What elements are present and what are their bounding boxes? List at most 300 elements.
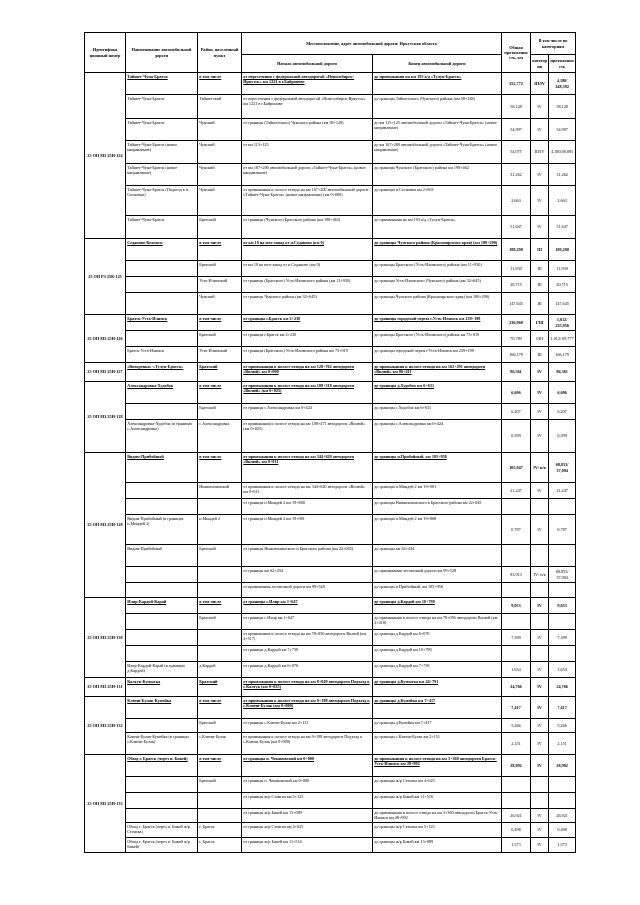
district-cell: с.Александровка bbox=[198, 420, 242, 453]
category-cell: IV bbox=[531, 420, 549, 453]
road-register-page bbox=[84, 32, 576, 853]
start-cell: от границы п.Миндей 2 км 19+868 bbox=[242, 499, 373, 515]
category-cell: IV bbox=[531, 733, 549, 755]
category-cell bbox=[531, 499, 549, 515]
category-length-cell: 86,361 bbox=[549, 363, 576, 382]
end-cell: до границы ж/р Бикей км 11+516 bbox=[373, 793, 502, 809]
end-cell: до границы д.Кумытка км 24+791 bbox=[373, 678, 502, 697]
end-cell: до границы Братского (Усть-Илимского) района (км 11+930) bbox=[373, 261, 502, 277]
district-cell bbox=[198, 499, 242, 515]
road-name-cell bbox=[126, 277, 198, 293]
category-cell: IV bbox=[531, 382, 549, 404]
category-cell: IV bbox=[531, 164, 549, 186]
category-length-cell: 1,012/ 235,956 bbox=[549, 315, 576, 331]
total-length-cell bbox=[502, 583, 531, 598]
road-name-cell: Обход г. Братск (через п. Бикей ж/р Стенгка) bbox=[126, 823, 198, 838]
road-name-cell: Тайшет-Чуна-Братск (новое направление) bbox=[126, 164, 198, 186]
end-cell: до границы км 62+434 bbox=[373, 545, 502, 567]
end-cell: до границы п.Сосновка км 2+663 bbox=[373, 186, 502, 216]
start-cell: от границы ж/р Бикей км 11+516 bbox=[242, 838, 373, 853]
total-length-cell: 58,128 bbox=[502, 95, 531, 119]
table-body bbox=[85, 73, 576, 853]
category-length-cell: 68,853/ 37,094 bbox=[549, 567, 576, 583]
road-id-cell: 25 ОП МЗ 25Н-130 bbox=[85, 598, 126, 678]
category-length-cell: 28,992 bbox=[549, 755, 576, 777]
start-cell: от км 167+200 автомобильной дороги «Тайшет-Чуна-Братск» (новое направление) bbox=[242, 164, 373, 186]
road-name-cell: «Вихоревка»-«Тулун-Братск» bbox=[126, 363, 198, 382]
total-length-cell: 9,053 bbox=[502, 598, 531, 614]
header-end: Конец автомобильной дороги bbox=[373, 55, 502, 73]
category-length-cell: 2,663 bbox=[549, 186, 576, 216]
category-length-cell: 1,654 bbox=[549, 662, 576, 678]
start-cell: от примыкания к полосе отвода на км 128+762 автодороги «Вилюй» км 0+000 bbox=[242, 363, 373, 382]
district-cell: Чунский bbox=[198, 293, 242, 315]
start-cell: от пересечения с федеральной автодорогой «Новосибирск-Иркутск» км 1221 в г.Байронове bbox=[242, 95, 373, 119]
start-cell: от границы д.Кардой км 6+076 bbox=[242, 662, 373, 678]
category-cell: IV bbox=[531, 515, 549, 545]
total-length-cell: 0,399 bbox=[502, 420, 531, 453]
total-length-cell: 166,179 bbox=[502, 347, 531, 363]
total-length-cell: 54,075 bbox=[502, 141, 531, 164]
district-cell: Чунский bbox=[198, 164, 242, 186]
road-name-cell bbox=[126, 293, 198, 315]
header-location: Местоположение, адрес автомобильной дороги: Иркутская область bbox=[242, 33, 502, 55]
table-row bbox=[85, 363, 576, 382]
road-name-cell: Тайшет-Чуна-Братск (новое направление) bbox=[126, 141, 198, 164]
total-length-cell: 0,787 bbox=[502, 515, 531, 545]
district-cell: Братский bbox=[198, 404, 242, 420]
category-cell bbox=[531, 583, 549, 598]
start-cell: от границы с.Илир км 1+647 bbox=[242, 614, 373, 630]
start-cell: от км 113+125 bbox=[242, 141, 373, 164]
end-cell: до границы ж/р Стенгка км 5+123 bbox=[373, 823, 502, 838]
category-length-cell: 54,997 bbox=[549, 119, 576, 141]
category-length-cell bbox=[549, 646, 576, 662]
road-id-cell: 25 ОП МЗ 25Н-126 bbox=[85, 315, 126, 363]
end-cell: до границы городской черты г.Усть-Илимск км 239+198 bbox=[373, 347, 502, 363]
category-length-cell: 21,247 bbox=[549, 483, 576, 499]
category-cell: IV bbox=[531, 755, 549, 777]
category-cell: IV bbox=[531, 838, 549, 853]
end-cell: до границы Чунского района (Красноярского края) (км 180+290) bbox=[373, 293, 502, 315]
district-cell bbox=[198, 809, 242, 823]
road-name-cell bbox=[126, 777, 198, 793]
start-cell: от примыкания лесовозной дороги км 99+528 bbox=[242, 583, 373, 598]
table-row bbox=[85, 95, 576, 119]
district-cell: в том числе bbox=[198, 697, 242, 719]
end-cell: до границы д.Кардой км 10+799 bbox=[373, 598, 502, 614]
end-cell: до границы д.Кардой км 6+076 bbox=[373, 630, 502, 646]
category-cell bbox=[531, 793, 549, 809]
road-name-cell: Калтук-Кумытка bbox=[126, 678, 198, 697]
category-cell: IV bbox=[531, 697, 549, 719]
total-length-cell: 1,654 bbox=[502, 662, 531, 678]
road-id-cell: 25 ОП МЗ 25Н-132 bbox=[85, 697, 126, 755]
category-length-cell bbox=[549, 614, 576, 630]
district-cell: в том числе bbox=[198, 239, 242, 261]
total-length-cell: 2,663 bbox=[502, 186, 531, 216]
road-name-cell: Александровка-Худобок bbox=[126, 382, 198, 404]
category-cell: IV bbox=[531, 823, 549, 838]
total-length-cell bbox=[502, 614, 531, 630]
header-id: Идентифика ционный номер bbox=[85, 33, 126, 73]
end-cell: до границы д.Кумейка км 7+417 bbox=[373, 697, 502, 719]
total-length-cell: 11,930 bbox=[502, 261, 531, 277]
end-cell: до примыкания на км 193 а/д «Тулун-Братск» bbox=[373, 216, 502, 239]
table-row bbox=[85, 239, 576, 261]
table-row bbox=[85, 293, 576, 315]
road-name-cell: Тайшет-Чуна-Братск bbox=[126, 95, 198, 119]
district-cell: в том числе bbox=[198, 73, 242, 95]
category-length-cell: 147,645 bbox=[549, 293, 576, 315]
end-cell: до км 167+200 автомобильной дороги «Тайшет-Чуна-Братск» (новое направление) bbox=[373, 141, 502, 164]
category-length-cell: 7,417 bbox=[549, 697, 576, 719]
start-cell: от примыкания к полосе отвода на км 9+198 автодороги Подъезд к с.Ключи-Булак (км 0+000) bbox=[242, 697, 373, 719]
end-cell: до границы с.Ключи-Булак км 2+151 bbox=[373, 733, 502, 755]
end-cell: до примыкания к полосе отвода на км 3+360 автодороги Братск-Усть-Илимск км 28+992 bbox=[373, 809, 502, 823]
table-row bbox=[85, 141, 576, 164]
district-cell: Братский bbox=[198, 777, 242, 793]
road-id-cell: 25 ОП МЗ 25Н-131 bbox=[85, 678, 126, 697]
road-id-cell: 25 ОП МЗ 25Н-124 bbox=[85, 73, 126, 239]
start-cell: от примыкания к полосе отвода на км 108+318 автодороги «Вилюй» (км 0+025) bbox=[242, 382, 373, 404]
road-name-cell: Обход г. Братск (через п. Бикей) bbox=[126, 755, 198, 777]
category-cell: IV bbox=[531, 186, 549, 216]
category-cell: III/IV bbox=[531, 141, 549, 164]
category-length-cell bbox=[549, 583, 576, 598]
table-row bbox=[85, 186, 576, 216]
total-length-cell: 26,921 bbox=[502, 809, 531, 823]
category-length-cell bbox=[549, 777, 576, 793]
category-length-cell: 11,930 bbox=[549, 261, 576, 277]
table-row bbox=[85, 583, 576, 598]
total-length-cell: 31,262 bbox=[502, 164, 531, 186]
road-name-cell: Тайшет-Чуна-Братск (Подъезд к п. Сосновка) bbox=[126, 186, 198, 216]
table-row bbox=[85, 733, 576, 755]
total-length-cell: 2,151 bbox=[502, 733, 531, 755]
road-name-cell: Илир-Кардой-Карай (в границах д.Кардой) bbox=[126, 662, 198, 678]
district-cell: Братский bbox=[198, 545, 242, 567]
total-length-cell bbox=[502, 499, 531, 515]
table-row bbox=[85, 404, 576, 420]
start-cell: от границы ж/р Стенгка км 5+123 bbox=[242, 793, 373, 809]
total-length-cell: 236,968 bbox=[502, 315, 531, 331]
category-cell: III bbox=[531, 261, 549, 277]
total-length-cell: 0,498 bbox=[502, 823, 531, 838]
table-row bbox=[85, 755, 576, 777]
start-cell: от примыкания к полосе отвода на км 344+620 автодороги «Вилюй» км 0+011 bbox=[242, 453, 373, 483]
table-row bbox=[85, 119, 576, 141]
district-cell: Братский bbox=[198, 614, 242, 630]
road-name-cell bbox=[126, 331, 198, 347]
road-name-cell bbox=[126, 261, 198, 277]
road-name-cell: Тайшет-Чуна-Братск bbox=[126, 216, 198, 239]
district-cell: п.Миндей 2 bbox=[198, 515, 242, 545]
table-row bbox=[85, 382, 576, 404]
table-row bbox=[85, 315, 576, 331]
total-length-cell: 24,766 bbox=[502, 678, 531, 697]
start-cell: от примыкания к полосе отвода на км 8+049 автодороги Подъезд к с.Калтук (км 0+025) bbox=[242, 678, 373, 697]
district-cell bbox=[198, 583, 242, 598]
total-length-cell bbox=[502, 646, 531, 662]
category-cell: IV bbox=[531, 678, 549, 697]
total-length-cell: 7,399 bbox=[502, 630, 531, 646]
road-name-cell bbox=[126, 404, 198, 420]
category-cell bbox=[531, 777, 549, 793]
table-row bbox=[85, 545, 576, 567]
start-cell: от примыкания к полосе отвода на км 344+620 автодороги «Вилюй» км 0+011 bbox=[242, 483, 373, 499]
end-cell: до примыкания к полосе отвода на км 78+056 автодороги Вилюй (км 2+418) bbox=[373, 614, 502, 630]
end-cell: до границы с.Худобок км 6+631 bbox=[373, 404, 502, 420]
end-cell: до границы п.Прибойный, км 105+958 bbox=[373, 453, 502, 483]
road-name-cell: Братск-Усть-Илимск bbox=[126, 347, 198, 363]
end-cell: до границы д.Кардой км 10+799 bbox=[373, 646, 502, 662]
total-length-cell bbox=[502, 777, 531, 793]
start-cell: от границы п. Чекановский км 0+000 bbox=[242, 777, 373, 793]
category-cell: IV/ п/к bbox=[531, 453, 549, 483]
category-cell bbox=[531, 646, 549, 662]
road-id-cell: 25 ОП МЗ 25Н-128 bbox=[85, 382, 126, 453]
category-length-cell: 31,262 bbox=[549, 164, 576, 186]
start-cell: от границы г.Братск км 2+230 bbox=[242, 315, 373, 331]
district-cell: Братский bbox=[198, 261, 242, 277]
road-name-cell bbox=[126, 793, 198, 809]
district-cell: в том числе bbox=[198, 453, 242, 483]
start-cell: от границы Нижнеилимского и Братского района (км 22+045) bbox=[242, 545, 373, 567]
category-cell: IV bbox=[531, 95, 549, 119]
category-cell: IV bbox=[531, 809, 549, 823]
start-cell: от границы (Братского) Усть-Илимского района (км 11+930) bbox=[242, 277, 373, 293]
district-cell bbox=[198, 793, 242, 809]
start-cell: от границы п.Миндей 2 км 19+081 bbox=[242, 515, 373, 545]
district-cell: Братский bbox=[198, 216, 242, 239]
header-name: Наименование автомобильной дороги bbox=[126, 33, 198, 73]
end-cell: до примыкания лесовозной дороги км 99+528 bbox=[373, 567, 502, 583]
end-cell: до примыкания к полосе отвода на км 3+360 автодороги Братск-Усть-Илимск км 28+992 bbox=[373, 755, 502, 777]
road-name-cell bbox=[126, 614, 198, 630]
road-name-cell bbox=[126, 719, 198, 733]
district-cell: Нижнеилимский bbox=[198, 483, 242, 499]
table-row bbox=[85, 630, 576, 646]
category-length-cell: 24,766 bbox=[549, 678, 576, 697]
end-cell: до границы Чунского (Братского) района км 198+462 bbox=[373, 164, 502, 186]
road-name-cell bbox=[126, 809, 198, 823]
district-cell: в том числе bbox=[198, 598, 242, 614]
district-cell bbox=[198, 630, 242, 646]
category-cell bbox=[531, 614, 549, 630]
category-cell: I/III bbox=[531, 331, 549, 347]
total-length-cell: 70,789 bbox=[502, 331, 531, 347]
category-cell: IV bbox=[531, 630, 549, 646]
table-row bbox=[85, 614, 576, 630]
start-cell: от примыкания к полосе отвода на км 78+056 автодороги Вилюй (км 2+517) bbox=[242, 630, 373, 646]
header-cat: категор ия bbox=[531, 55, 549, 73]
table-row bbox=[85, 73, 576, 95]
total-length-cell: 5,266 bbox=[502, 719, 531, 733]
category-cell: IV bbox=[531, 216, 549, 239]
road-name-cell: Видим-Прибойный bbox=[126, 453, 198, 483]
end-cell: до границы Усть-Илимского (Чунского) района (км 32+645) bbox=[373, 277, 502, 293]
end-cell: до границы ж/р Стенгка км 4+623 bbox=[373, 777, 502, 793]
end-cell: до границы д.Кумейка км 7+417 bbox=[373, 719, 502, 733]
table-row bbox=[85, 515, 576, 545]
end-cell: до границы ж/р Бикей км 13+089 bbox=[373, 838, 502, 853]
district-cell: Тайшетский bbox=[198, 95, 242, 119]
end-cell: до границы п.Миндей 2 км 19+868 bbox=[373, 515, 502, 545]
road-name-cell: Видим-Прибойный (в границах п.Миндей 2) bbox=[126, 515, 198, 545]
district-cell: г. Братск bbox=[198, 838, 242, 853]
category-length-cell bbox=[549, 499, 576, 515]
district-cell: Братский bbox=[198, 719, 242, 733]
end-cell: до границы д.Кардой км 7+730 bbox=[373, 662, 502, 678]
category-length-cell: 166,179 bbox=[549, 347, 576, 363]
road-name-cell: Тайшет-Чуна-Братск bbox=[126, 73, 198, 95]
category-length-cell: 4,180/ 248,592 bbox=[549, 73, 576, 95]
road-name-cell: Седаново-Кеженск bbox=[126, 239, 198, 261]
category-length-cell: 51,647 bbox=[549, 216, 576, 239]
district-cell: Усть-Илимский bbox=[198, 347, 242, 363]
header-district: Район, населенный пункт bbox=[198, 33, 242, 73]
start-cell: от км 19 на юго-запад от п.Седаново (км 0) bbox=[242, 261, 373, 277]
start-cell: от границы км 62+434 bbox=[242, 567, 373, 583]
road-name-cell: Ключи-Булак-Кумейка (в границах с.Ключи-Булак) bbox=[126, 733, 198, 755]
header-incl: В том числе по категориям bbox=[531, 33, 576, 55]
road-id-cell: 25 ОП МЗ 25Н-133 bbox=[85, 755, 126, 853]
end-cell: до границы Нижнеилимского в Братского района км 22+045 bbox=[373, 499, 502, 515]
road-name-cell: Александровка-Худобок (в границах с.Александровка) bbox=[126, 420, 198, 453]
category-length-cell: 0,787 bbox=[549, 515, 576, 545]
category-cell: IV bbox=[531, 119, 549, 141]
end-cell: до границы Чунского района (Красноярского края) (км 180+290) bbox=[373, 239, 502, 261]
category-cell: IV bbox=[531, 404, 549, 420]
total-length-cell: 7,417 bbox=[502, 697, 531, 719]
road-name-cell: Обход г. Братск (через п. Бикей ж/р Бикей) bbox=[126, 838, 198, 853]
start-cell: от км 19 на юго-запад от п.Седаново (км 0) bbox=[242, 239, 373, 261]
district-cell: г. Братск bbox=[198, 823, 242, 838]
total-length-cell bbox=[502, 545, 531, 567]
start-cell: от границы (Тайшетского) Чунского района (км 58+128) bbox=[242, 119, 373, 141]
table-row bbox=[85, 793, 576, 809]
district-cell: Братский bbox=[198, 363, 242, 382]
road-name-cell bbox=[126, 483, 198, 499]
total-length-cell: 105,947 bbox=[502, 453, 531, 483]
total-length-cell: 6,606 bbox=[502, 382, 531, 404]
end-cell: до км 113+125 автомобильной дороги «Тайшет-Чуна-Братск» (новое направление) bbox=[373, 119, 502, 141]
total-length-cell: 20,715 bbox=[502, 277, 531, 293]
table-row bbox=[85, 838, 576, 853]
start-cell: от границы д.Кардой км 7+730 bbox=[242, 646, 373, 662]
category-cell: IV bbox=[531, 363, 549, 382]
category-length-cell: 0,399 bbox=[549, 420, 576, 453]
category-length-cell: 180,290 bbox=[549, 239, 576, 261]
road-register-table bbox=[84, 32, 576, 853]
category-cell: IV bbox=[531, 719, 549, 733]
category-length-cell: 6,606 bbox=[549, 382, 576, 404]
start-cell: от границы с.Ключи-Булак км 2+151 bbox=[242, 719, 373, 733]
road-name-cell bbox=[126, 567, 198, 583]
end-cell: до границы Тайшетского (Чунского) района (км 58+128) bbox=[373, 95, 502, 119]
start-cell: от границы (Чунского) Братского района (км 198+463) bbox=[242, 216, 373, 239]
category-cell: III bbox=[531, 347, 549, 363]
district-cell: с.Ключи-Булак bbox=[198, 733, 242, 755]
road-name-cell: Видим-Прибойный bbox=[126, 545, 198, 567]
road-name-cell: Илир-Кардой-Карай bbox=[126, 598, 198, 614]
category-cell: III bbox=[531, 239, 549, 261]
start-cell: от границы ж/р Бикей км 13+089 bbox=[242, 809, 373, 823]
start-cell: от примыкания к полосе отвода на км 167+200 автомобильной дороги «Тайшет-Чуна-Братск» (новое направление) (км 0+000) bbox=[242, 186, 373, 216]
header-start: Начало автомобильной дороги bbox=[242, 55, 373, 73]
start-cell: от границы г.Братск км 2+230 bbox=[242, 331, 373, 347]
total-length-cell: 28,992 bbox=[502, 755, 531, 777]
table-row bbox=[85, 662, 576, 678]
total-length-cell bbox=[502, 793, 531, 809]
table-row bbox=[85, 164, 576, 186]
start-cell: от границы ж/р Стенгка км 4+625 bbox=[242, 823, 373, 838]
end-cell: до границы Братского (Усть-Илимского) района км 73+019 bbox=[373, 331, 502, 347]
total-length-cell: 83,913 bbox=[502, 567, 531, 583]
category-cell: IV/ п/к bbox=[531, 567, 549, 583]
start-cell: от границы п. Чекановский км 0+000 bbox=[242, 755, 373, 777]
total-length-cell: 147,645 bbox=[502, 293, 531, 315]
category-length-cell: 4,180/49,895 bbox=[549, 141, 576, 164]
category-length-cell: 26,921 bbox=[549, 809, 576, 823]
district-cell: в том числе bbox=[198, 382, 242, 404]
road-id-cell: 25 ОП МЗ 25Н-129 bbox=[85, 453, 126, 598]
table-row bbox=[85, 261, 576, 277]
total-length-cell: 21,247 bbox=[502, 483, 531, 499]
total-length-cell: 6,207 bbox=[502, 404, 531, 420]
category-length-cell: 2,151 bbox=[549, 733, 576, 755]
table-row bbox=[85, 646, 576, 662]
end-cell: до границы городской черты г.Усть-Илимск км 239+198 bbox=[373, 315, 502, 331]
end-cell: до примыкания к полосе отвода на км 162+291 автодороги «Вилюй» км 86+411 bbox=[373, 363, 502, 382]
table-row bbox=[85, 678, 576, 697]
district-cell bbox=[198, 646, 242, 662]
table-row bbox=[85, 697, 576, 719]
table-row bbox=[85, 216, 576, 239]
category-cell: IV bbox=[531, 662, 549, 678]
category-length-cell: 20,715 bbox=[549, 277, 576, 293]
table-row bbox=[85, 567, 576, 583]
table-row bbox=[85, 823, 576, 838]
road-name-cell bbox=[126, 630, 198, 646]
start-cell: от примыкания к полосе отвода на км 108+471 автодороги «Вилюй» (км 0+025) bbox=[242, 420, 373, 453]
start-cell: от примыкания к полосе отвода на км 9+198 автодороги Подъезд к с.Ключи-Булак (км 0+000) bbox=[242, 733, 373, 755]
road-name-cell bbox=[126, 583, 198, 598]
start-cell: от границы (Братского) Усть-Илимского района км 73+019 bbox=[242, 347, 373, 363]
category-cell: IV bbox=[531, 598, 549, 614]
category-length-cell: 0,498 bbox=[549, 823, 576, 838]
start-cell: от границы с.Илир км 1+647 bbox=[242, 598, 373, 614]
category-length-cell: 7,399 bbox=[549, 630, 576, 646]
district-cell: Братский bbox=[198, 331, 242, 347]
road-name-cell bbox=[126, 499, 198, 515]
table-row bbox=[85, 719, 576, 733]
district-cell: Чунский bbox=[198, 119, 242, 141]
district-cell: Усть-Илимский bbox=[198, 277, 242, 293]
end-cell: до границы д.Худобок км 6+631 bbox=[373, 382, 502, 404]
road-id-cell: 25 ОП РЗ 25К-125 bbox=[85, 239, 126, 315]
category-length-cell: 6,207 bbox=[549, 404, 576, 420]
table-header-row bbox=[85, 33, 576, 55]
end-cell: до границы с.Александровка км 0+424 bbox=[373, 420, 502, 453]
district-cell: д.Кардой bbox=[198, 662, 242, 678]
district-cell: Чунский bbox=[198, 186, 242, 216]
header-total: Общая протяженно сть, км bbox=[502, 33, 531, 73]
district-cell: в том числе bbox=[198, 755, 242, 777]
category-cell: III bbox=[531, 277, 549, 293]
table-row bbox=[85, 277, 576, 293]
